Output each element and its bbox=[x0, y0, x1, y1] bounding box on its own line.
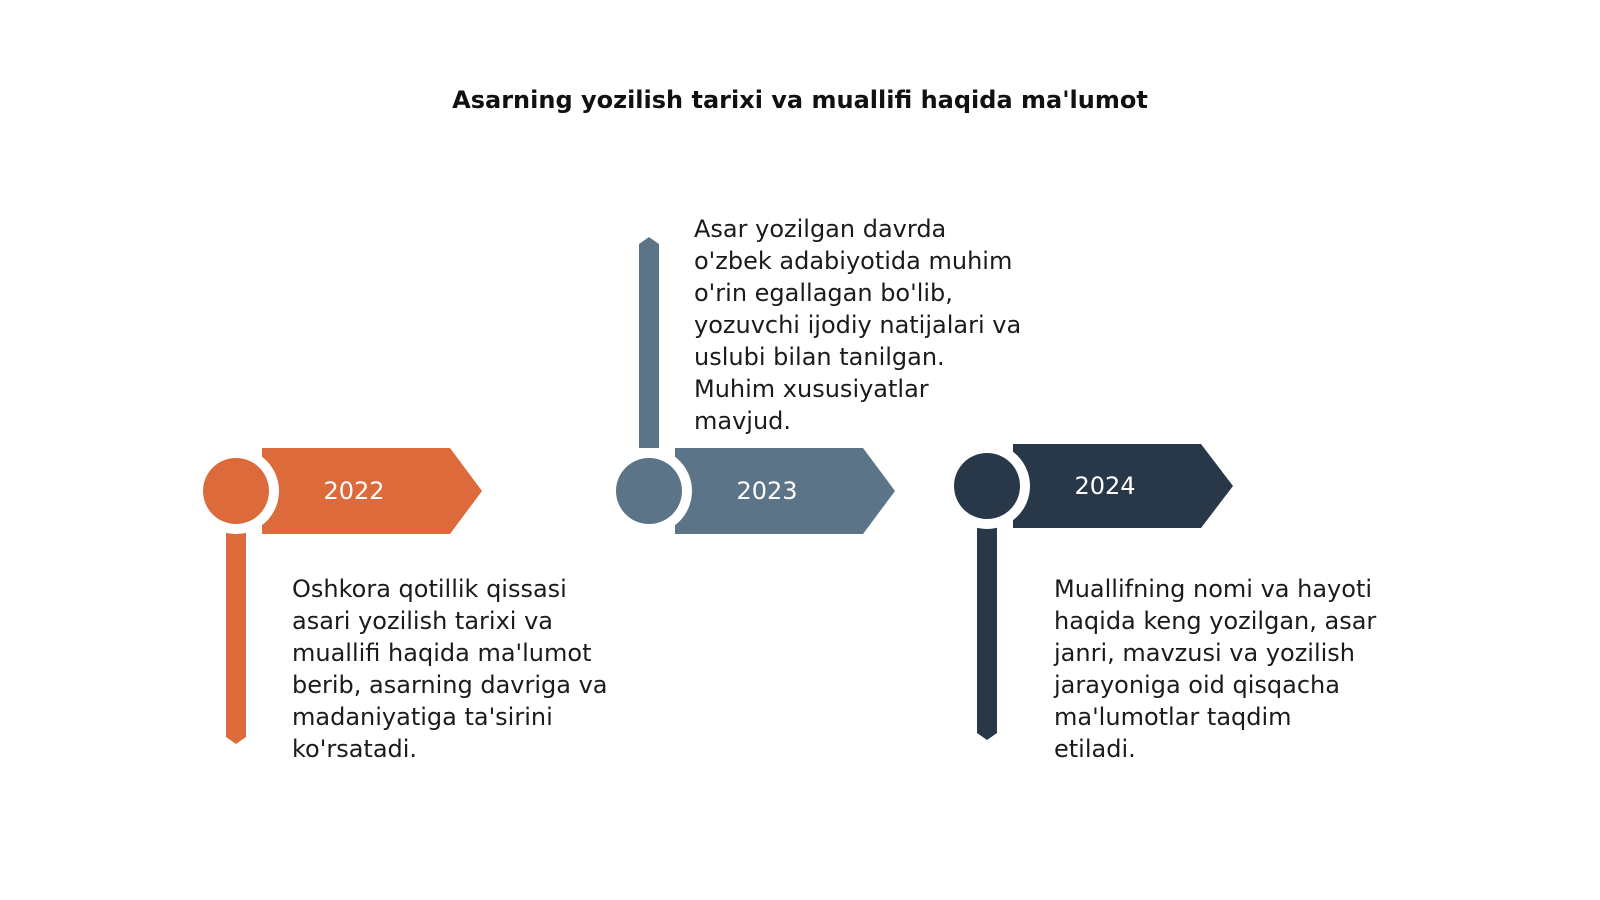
year-label-2024: 2024 bbox=[1074, 472, 1136, 500]
dot-2023 bbox=[616, 458, 682, 524]
stem-2022 bbox=[226, 530, 246, 744]
stem-2023 bbox=[639, 237, 659, 448]
milestone-description-2023: Asar yozilgan davrda o'zbek adabiyotida muhim o'rin egallagan bo'lib, yozuvchi ijodiy natijalari va uslubi bilan tanilgan. Muhim xususiyatlar mavjud. bbox=[694, 215, 1022, 435]
milestone-description-2024: Muallifning nomi va hayoti haqida keng yozilgan, asar janri, mavzusi va yozilish jarayoniga oid qisqacha ma'lumotlar taqdim etiladi. bbox=[1054, 575, 1377, 763]
dot-2024 bbox=[954, 453, 1020, 519]
year-label-2022: 2022 bbox=[323, 477, 385, 505]
stem-2024 bbox=[977, 526, 997, 740]
dot-2022 bbox=[203, 458, 269, 524]
diagram-title: Asarning yozilish tarixi va muallifi haqida ma'lumot bbox=[452, 86, 1148, 114]
year-label-2023: 2023 bbox=[736, 477, 798, 505]
milestone-description-2022: Oshkora qotillik qissasi asari yozilish tarixi va muallifi haqida ma'lumot berib, asarning davriga va madaniyatiga ta'sirini ko'rsatadi. bbox=[292, 575, 608, 763]
